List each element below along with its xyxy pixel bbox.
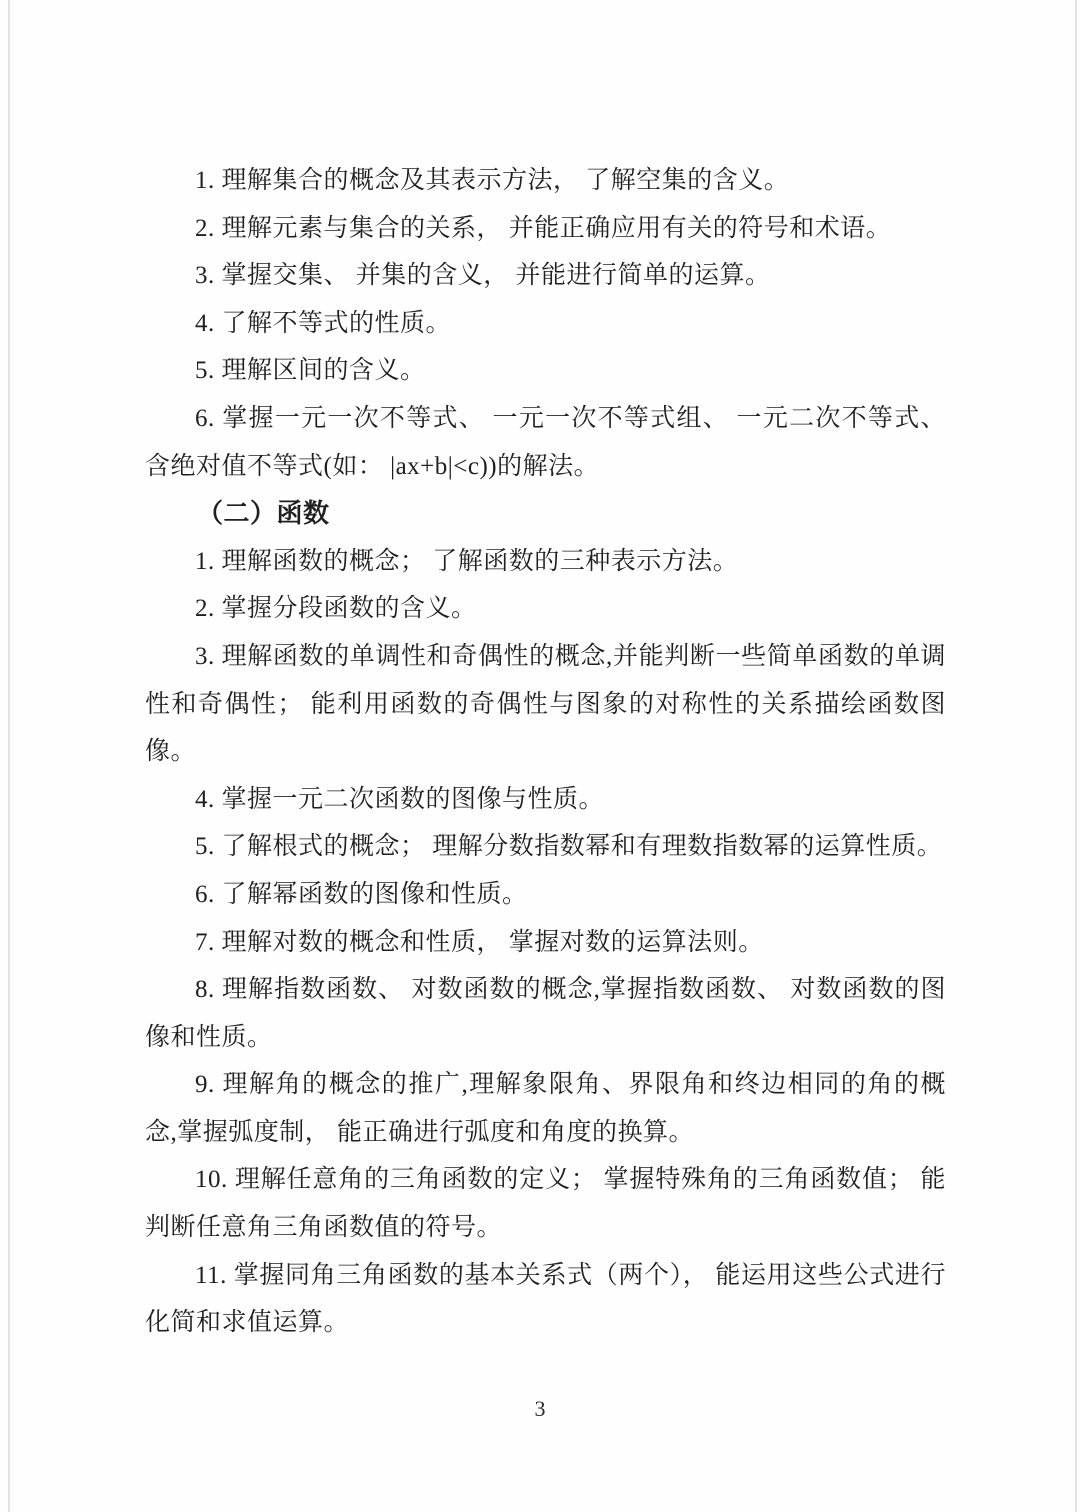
list-item: 1. 理解函数的概念； 了解函数的三种表示方法。 <box>195 547 739 575</box>
list-item: 2. 理解元素与集合的关系， 并能正确应用有关的符号和术语。 <box>195 214 892 242</box>
list-item: 3. 理解函数的单调性和奇偶性的概念,并能判断一些简单函数的单调性和奇偶性； 能利用函数的奇偶性与图象的对称性的关系描绘函数图像。 <box>145 642 946 766</box>
page-number: 3 <box>534 1396 546 1421</box>
page-body-text <box>145 157 946 1347</box>
list-item: 9. 理解角的概念的推广,理解象限角、界限角和终边相同的角的概念,掌握弧度制， 能正确进行弧度和角度的换算。 <box>145 1071 946 1146</box>
section-heading: （二）函数 <box>197 499 330 529</box>
list-item: 1. 理解集合的概念及其表示方法， 了解空集的含义。 <box>195 167 790 194</box>
scan-edge-right <box>1075 0 1077 1512</box>
list-item: 11. 掌握同角三角函数的基本关系式（两个）， 能运用这些公式进行化简和求值运算。 <box>145 1261 946 1337</box>
list-item: 5. 理解区间的含义。 <box>195 357 426 385</box>
list-item: 5. 了解根式的概念； 理解分数指数幂和有理数指数幂的运算性质。 <box>195 833 943 861</box>
list-item: 4. 了解不等式的性质。 <box>195 309 452 337</box>
list-item: 6. 了解幂函数的图像和性质。 <box>195 880 528 908</box>
list-item: 7. 理解对数的概念和性质， 掌握对数的运算法则。 <box>195 928 764 956</box>
list-item: 10. 理解任意角的三角函数的定义； 掌握特殊角的三角函数值； 能判断任意角三角函数值的符号。 <box>145 1166 946 1242</box>
list-item: 4. 掌握一元二次函数的图像与性质。 <box>195 785 605 813</box>
list-item: 3. 掌握交集、 并集的含义， 并能进行简单的运算。 <box>195 262 771 290</box>
list-item: 8. 理解指数函数、 对数函数的概念,掌握指数函数、 对数函数的图像和性质。 <box>145 976 946 1051</box>
list-item: 6. 掌握一元一次不等式、 一元一次不等式组、 一元二次不等式、 含绝对值不等式(如： |ax+b|<c))的解法。 <box>145 404 946 480</box>
list-item: 2. 掌握分段函数的含义。 <box>195 595 477 623</box>
scan-edge-left <box>8 0 10 1512</box>
